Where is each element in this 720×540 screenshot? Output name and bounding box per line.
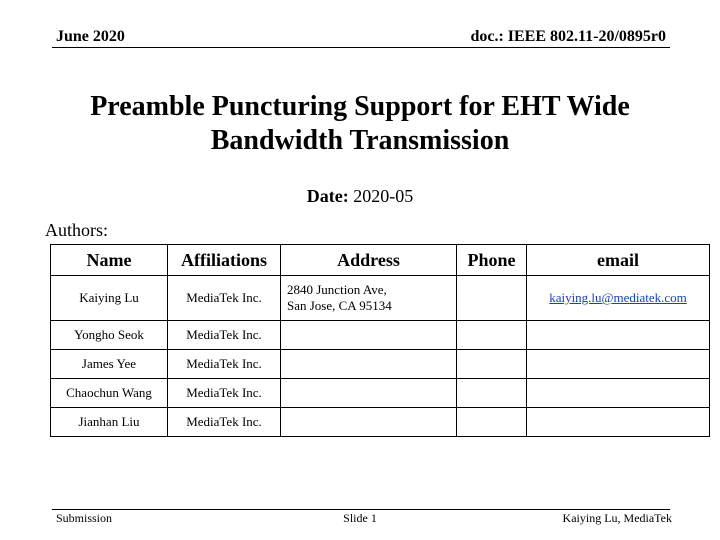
- date-value: 2020-05: [353, 186, 414, 206]
- author-phone: [457, 350, 527, 379]
- author-affiliation: MediaTek Inc.: [168, 350, 281, 379]
- author-email: [527, 321, 710, 350]
- author-affiliation: MediaTek Inc.: [168, 379, 281, 408]
- author-email: [527, 408, 710, 437]
- address-line1: 2840 Junction Ave,: [287, 282, 387, 297]
- slide-title: [40, 90, 680, 158]
- table-row: [51, 379, 710, 408]
- date-label: Date:: [306, 186, 349, 206]
- column-header-phone: Phone: [457, 245, 527, 276]
- author-name: Yongho Seok: [51, 321, 168, 350]
- author-address: [281, 321, 457, 350]
- author-affiliation: MediaTek Inc.: [168, 321, 281, 350]
- author-name: Kaiying Lu: [51, 276, 168, 321]
- author-phone: [457, 379, 527, 408]
- table-row: [51, 276, 710, 321]
- author-name: James Yee: [51, 350, 168, 379]
- slide-title-line2: Bandwidth Transmission: [210, 125, 510, 156]
- email-link[interactable]: kaiying.lu@mediatek.com: [549, 290, 687, 305]
- author-email: [527, 379, 710, 408]
- author-email: [527, 350, 710, 379]
- column-header-address: Address: [281, 245, 457, 276]
- slide-title-line1: Preamble Puncturing Support for EHT Wide: [90, 91, 630, 122]
- table-row: [51, 350, 710, 379]
- table-row: [51, 321, 710, 350]
- author-address: [281, 350, 457, 379]
- table-header-row: [51, 245, 710, 276]
- column-header-affiliations: Affiliations: [168, 245, 281, 276]
- column-header-email: email: [527, 245, 710, 276]
- column-header-name: Name: [51, 245, 168, 276]
- header-date: June 2020: [56, 28, 125, 45]
- author-affiliation: MediaTek Inc.: [168, 276, 281, 321]
- footer-slide-number: Slide 1: [343, 511, 377, 525]
- address-line2: San Jose, CA 95134: [287, 298, 392, 313]
- author-address: [281, 276, 457, 321]
- author-phone: [457, 321, 527, 350]
- author-phone: [457, 276, 527, 321]
- header-divider: [52, 47, 670, 48]
- author-affiliation: MediaTek Inc.: [168, 408, 281, 437]
- table-row: [51, 408, 710, 437]
- author-name: Chaochun Wang: [51, 379, 168, 408]
- author-phone: [457, 408, 527, 437]
- author-address: [281, 379, 457, 408]
- date-line: [0, 186, 720, 207]
- authors-label: Authors:: [45, 220, 108, 240]
- footer-submission: Submission: [56, 511, 113, 525]
- header-doc-id: doc.: IEEE 802.11-20/0895r0: [470, 28, 666, 45]
- author-address: [281, 408, 457, 437]
- authors-table: [50, 244, 710, 437]
- footer-author: Kaiying Lu, MediaTek: [562, 511, 672, 525]
- author-name: Jianhan Liu: [51, 408, 168, 437]
- footer-divider: [52, 509, 670, 510]
- author-email: [527, 276, 710, 321]
